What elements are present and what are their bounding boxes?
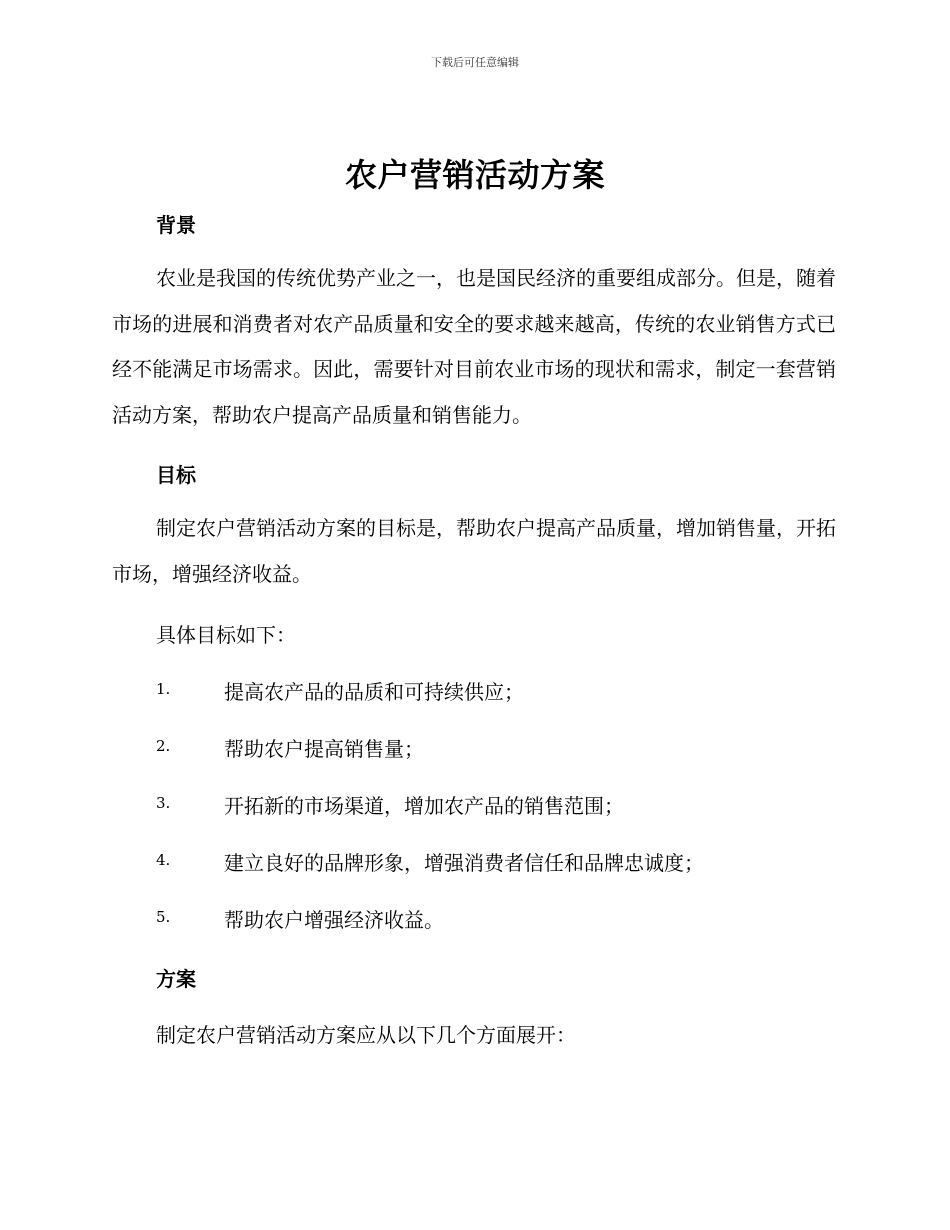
list-number: 5. <box>156 908 171 926</box>
list-number: 1. <box>156 680 171 698</box>
list-text: 建立良好的品牌形象，增强消费者信任和品牌忠诚度； <box>224 851 704 875</box>
goals-paragraph: 制定农户营销活动方案的目标是，帮助农户提高产品质量，增加销售量，开拓市场，增强经济收益。 <box>112 516 836 586</box>
list-number: 4. <box>156 851 171 869</box>
section-heading-background: 背景 <box>156 213 196 237</box>
list-item <box>156 790 856 820</box>
list-number: 3. <box>156 794 171 812</box>
list-text: 提高农产品的品质和可持续供应； <box>224 680 524 704</box>
list-text: 开拓新的市场渠道，增加农产品的销售范围； <box>224 794 624 818</box>
page-header: 下载后可任意编辑 <box>431 56 519 69</box>
section-heading-goals: 目标 <box>156 463 196 487</box>
background-paragraph: 农业是我国的传统优势产业之一，也是国民经济的重要组成部分。但是，随着市场的进展和消费者对农产品质量和安全的要求越来越高，传统的农业销售方式已经不能满足市场需求。因此，需要针对目前农业市场的现状和需求，制定一套营销活动方案，帮助农户提高产品质量和销售能力。 <box>112 266 836 427</box>
goals-intro-text: 具体目标如下： <box>156 623 296 647</box>
list-text: 帮助农户增强经济收益。 <box>224 908 444 932</box>
list-text: 帮助农户提高销售量； <box>224 737 424 761</box>
document-title: 农户营销活动方案 <box>344 156 605 194</box>
list-item <box>156 847 856 877</box>
list-item <box>156 733 856 763</box>
list-item <box>156 904 856 934</box>
plan-paragraph: 制定农户营销活动方案应从以下几个方面展开： <box>156 1023 576 1047</box>
section-heading-plan: 方案 <box>156 967 196 991</box>
list-number: 2. <box>156 737 171 755</box>
list-item <box>156 676 856 706</box>
